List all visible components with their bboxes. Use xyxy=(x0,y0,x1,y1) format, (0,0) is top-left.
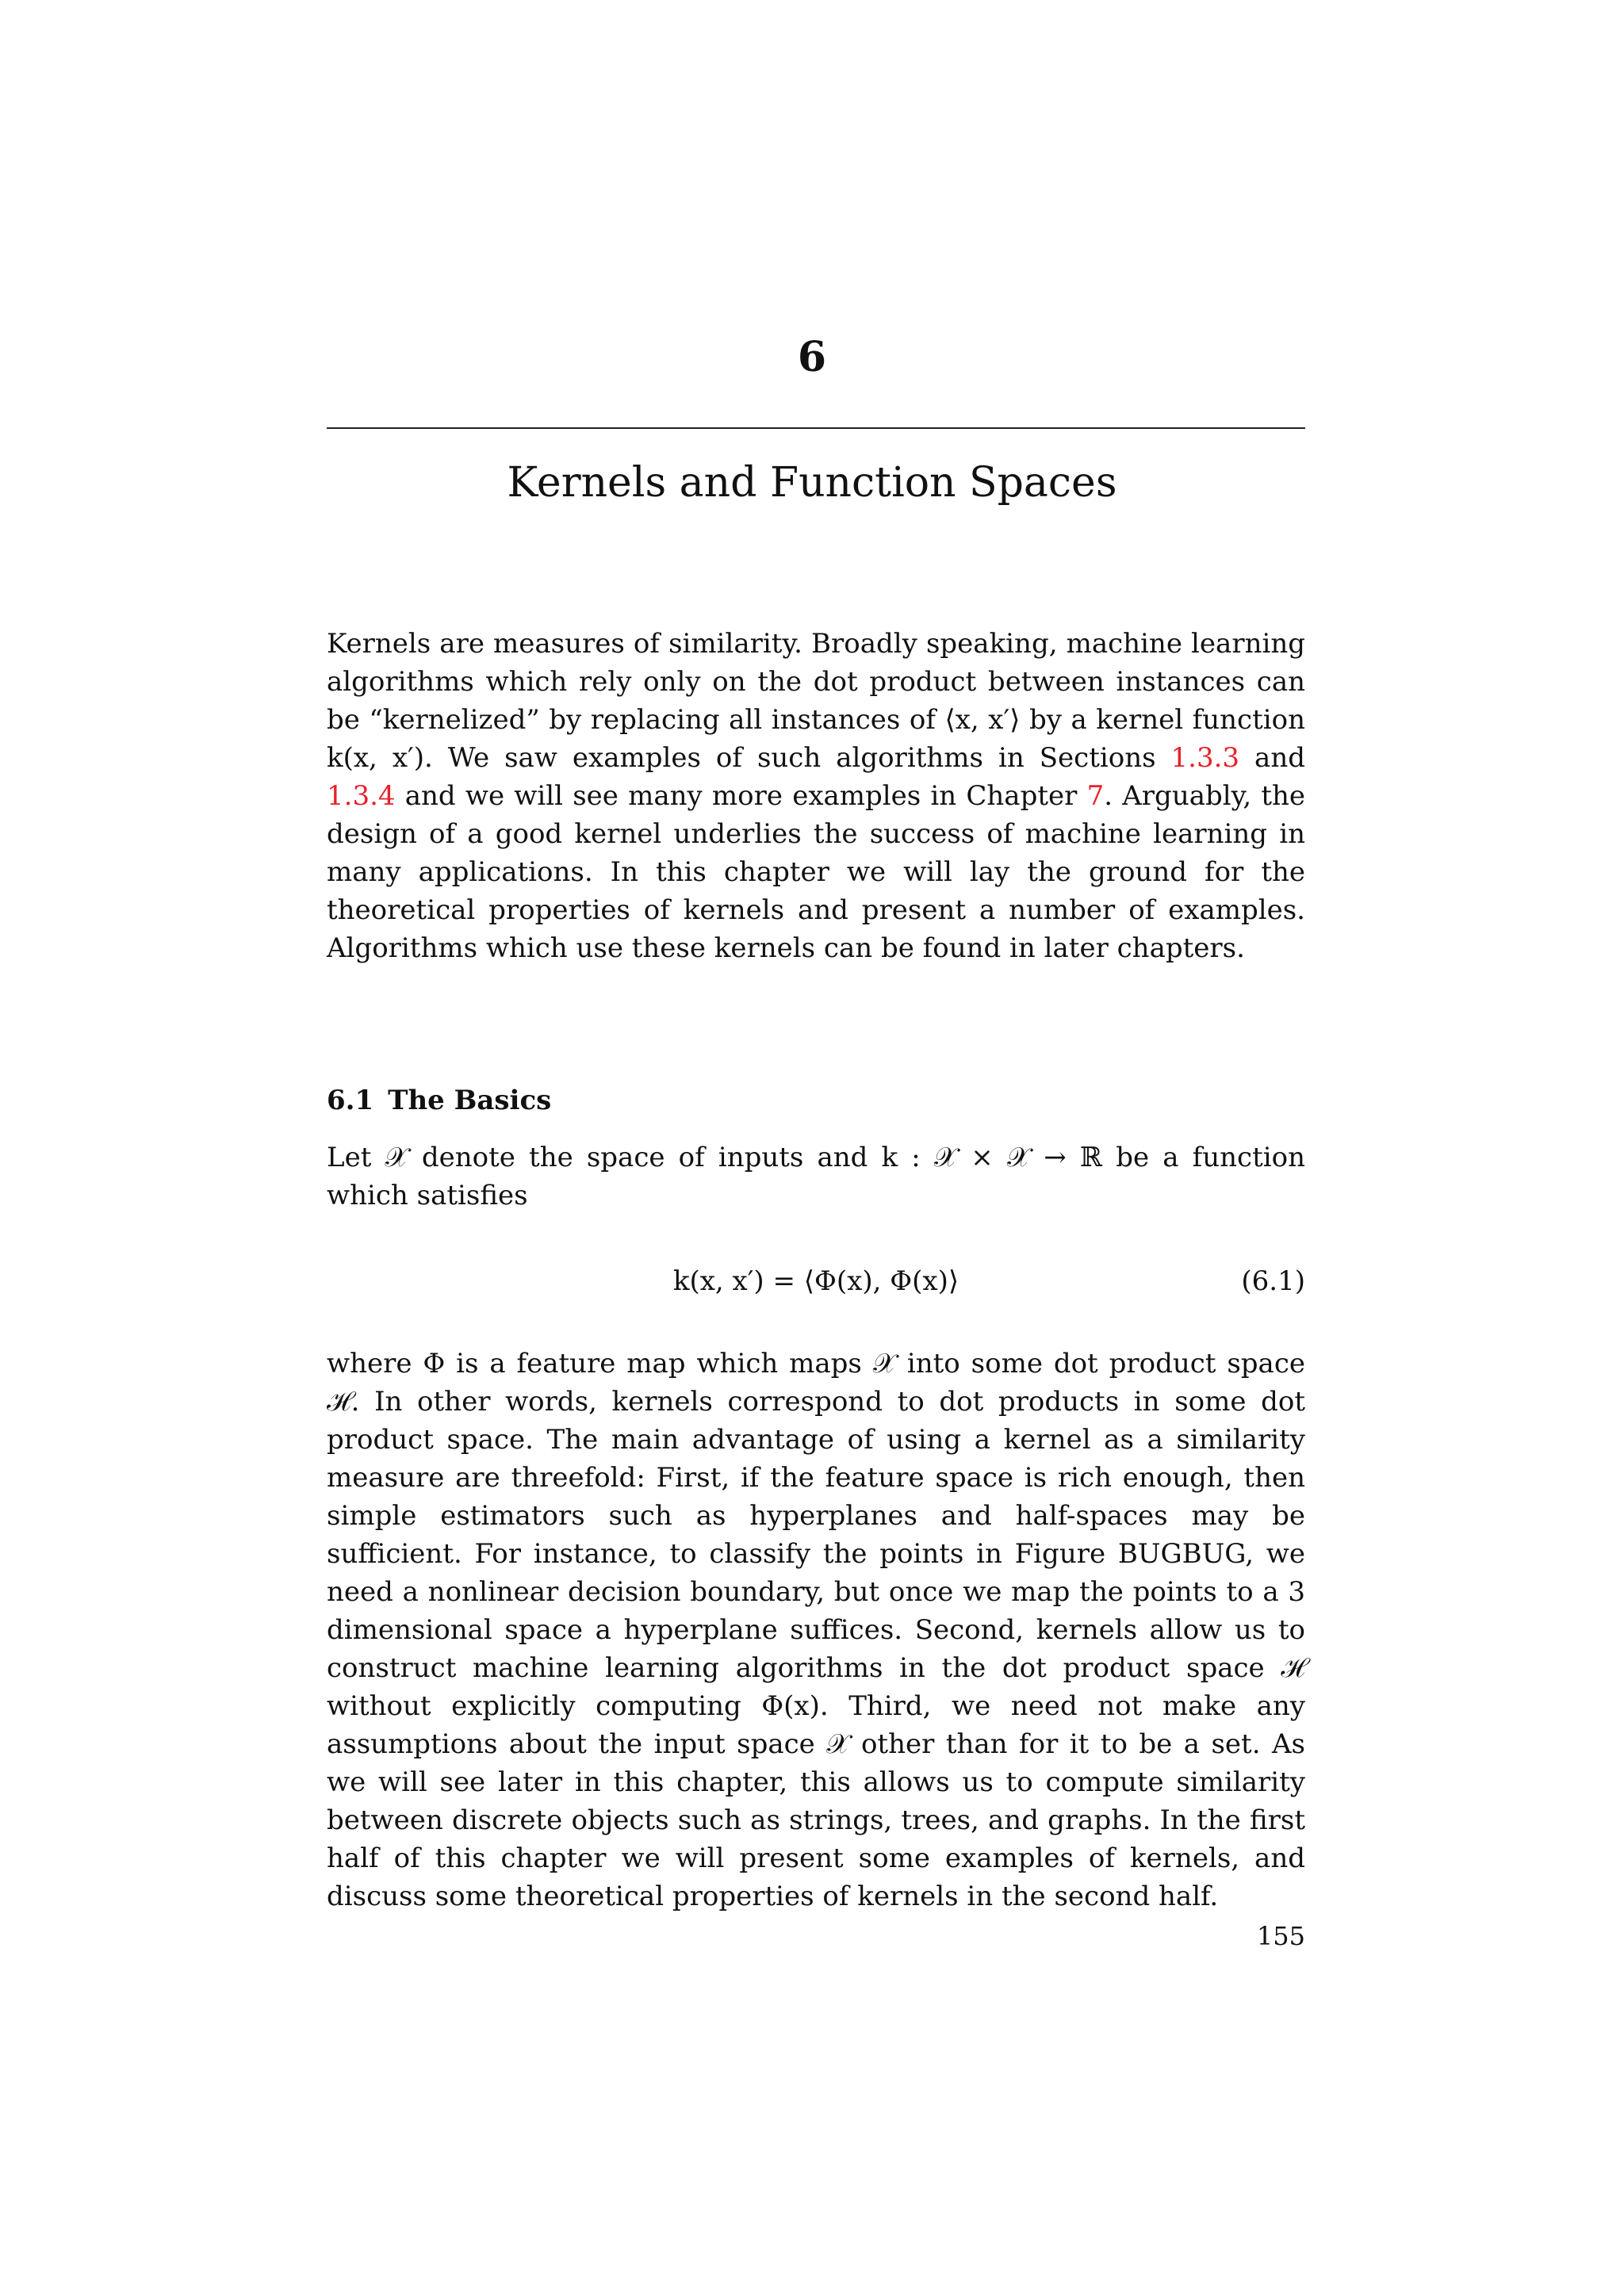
chapter-rule xyxy=(327,427,1305,429)
equation-expression: k(x, x′) = ⟨Φ(x), Φ(x)⟩ xyxy=(672,1265,959,1297)
section-ref-1-3-3[interactable]: 1.3.3 xyxy=(1170,742,1240,774)
basics-paragraph-1: Let 𝒳 denote the space of inputs and k : 𝒳 × 𝒳 → ℝ be a function which satisfies xyxy=(327,1142,1305,1211)
equation-label: (6.1) xyxy=(1241,1265,1305,1297)
section-heading xyxy=(327,1081,551,1119)
intro-text-4: . Arguably, the design of a good kernel underlies the success of machine learning in many applications. In this chapter we will lay the ground for the theoretical properties of kernels and present a number of examples. Algorithms which use these kernels can be found in later chapters. xyxy=(327,780,1306,964)
basics-paragraph-2: where Φ is a feature map which maps 𝒳 into some dot product space ℋ. In other words, kernels correspond to dot products in some dot product space. The main advantage of using a kernel as a similarity measure are threefold: First, if the feature space is rich enough, then simple estimators such as hyperplanes and half-spaces may be sufficient. For instance, to classify the points in Figure BUGBUG, we need a nonlinear decision boundary, but once we map the points to a 3 dimensional space a hyperplane suffices. Second, kernels allow us to construct machine learning algorithms in the dot product space ℋ without explicitly computing Φ(x). Third, we need not make any assumptions about the input space 𝒳 other than for it to be a set. As we will see later in this chapter, this allows us to compute similarity between discrete objects such as strings, trees, and graphs. In the first half of this chapter we will present some examples of kernels, and discuss some theoretical properties of kernels in the second half. xyxy=(327,1348,1305,1912)
section-number: 6.1 xyxy=(327,1085,374,1116)
intro-text-3: and we will see many more examples in Chapter xyxy=(395,780,1087,812)
intro-text-1: Kernels are measures of similarity. Broadly speaking, machine learning algorithms which rely only on the dot product between instances can be “kernelized” by replacing all instances of ⟨x, x′⟩ by a kernel function k(x, x′). We saw examples of such algorithms in Sections xyxy=(327,628,1305,774)
chapter-ref-7[interactable]: 7 xyxy=(1086,780,1105,812)
intro-text-2: and xyxy=(1239,742,1305,774)
chapter-number: 6 xyxy=(797,333,827,381)
section-title: The Basics xyxy=(388,1085,552,1116)
intro-paragraph xyxy=(327,625,1305,967)
page-number: 155 xyxy=(1256,1921,1305,1951)
chapter-title: Kernels and Function Spaces xyxy=(507,459,1117,507)
section-ref-1-3-4[interactable]: 1.3.4 xyxy=(327,780,396,812)
